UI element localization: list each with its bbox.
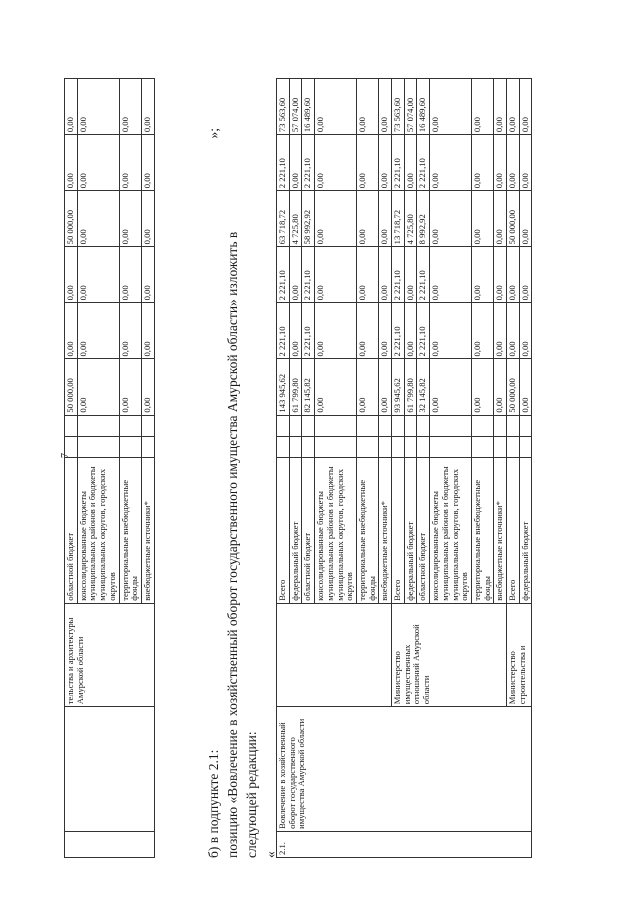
value-cell: 2 221,10 bbox=[277, 135, 290, 191]
table-cell bbox=[119, 436, 141, 457]
row-label: консолидированные бюджеты муниципальных районов и бюджеты муниципальных округов, городских округов bbox=[430, 457, 472, 603]
value-cell: 0,00 bbox=[471, 135, 493, 191]
value-cell: 58 992,92 bbox=[302, 191, 315, 247]
table-cell bbox=[277, 415, 290, 436]
value-cell: 0,00 bbox=[119, 135, 141, 191]
value-cell: 0,00 bbox=[65, 79, 78, 135]
table-cell bbox=[392, 415, 405, 436]
value-cell: 0,00 bbox=[119, 303, 141, 359]
value-cell: 0,00 bbox=[507, 135, 520, 191]
value-cell: 0,00 bbox=[77, 247, 119, 303]
table-cell bbox=[471, 436, 493, 457]
value-cell: 0,00 bbox=[315, 79, 357, 135]
row-label: внебюджетные источники* bbox=[494, 457, 507, 603]
value-cell: 0,00 bbox=[430, 135, 472, 191]
value-cell: 0,00 bbox=[494, 303, 507, 359]
value-cell: 0,00 bbox=[65, 247, 78, 303]
table-cell bbox=[404, 415, 417, 436]
table-cell bbox=[141, 415, 154, 436]
table-cell bbox=[494, 415, 507, 436]
value-cell: 0,00 bbox=[519, 303, 532, 359]
value-cell: 143 945,62 bbox=[277, 359, 290, 415]
value-cell: 50 000,00 bbox=[65, 191, 78, 247]
value-cell: 0,00 bbox=[430, 359, 472, 415]
value-cell: 0,00 bbox=[77, 359, 119, 415]
value-cell: 63 718,72 bbox=[277, 191, 290, 247]
value-cell: 0,00 bbox=[494, 79, 507, 135]
table-cell bbox=[315, 436, 357, 457]
org-cell: Министерство строительства и bbox=[507, 603, 532, 706]
value-cell: 0,00 bbox=[494, 191, 507, 247]
value-cell: 0,00 bbox=[77, 191, 119, 247]
value-cell: 0,00 bbox=[379, 303, 392, 359]
value-cell: 2 221,10 bbox=[277, 303, 290, 359]
table-cell bbox=[65, 707, 155, 832]
value-cell: 0,00 bbox=[315, 247, 357, 303]
table-cell bbox=[519, 436, 532, 457]
value-cell: 2 221,10 bbox=[417, 247, 430, 303]
value-cell: 16 489,60 bbox=[302, 79, 315, 135]
row-label: областной бюджет bbox=[302, 457, 315, 603]
top-table bbox=[64, 78, 155, 858]
value-cell: 0,00 bbox=[77, 79, 119, 135]
value-cell: 93 945,62 bbox=[392, 359, 405, 415]
table-cell bbox=[430, 415, 472, 436]
value-cell: 0,00 bbox=[430, 303, 472, 359]
value-cell: 2 221,10 bbox=[417, 303, 430, 359]
value-cell: 0,00 bbox=[404, 135, 417, 191]
table-cell bbox=[507, 436, 520, 457]
table-cell bbox=[471, 415, 493, 436]
value-cell: 0,00 bbox=[356, 79, 378, 135]
amendment-text bbox=[204, 98, 280, 858]
org-cell bbox=[277, 603, 392, 706]
value-cell: 0,00 bbox=[356, 191, 378, 247]
value-cell: 0,00 bbox=[379, 191, 392, 247]
table-cell bbox=[302, 415, 315, 436]
value-cell: 0,00 bbox=[471, 79, 493, 135]
value-cell: 73 563,60 bbox=[277, 79, 290, 135]
value-cell: 50 000,00 bbox=[507, 191, 520, 247]
value-cell: 73 563,60 bbox=[392, 79, 405, 135]
row-label: территориальные внебюджетные фонды bbox=[119, 457, 141, 603]
value-cell: 0,00 bbox=[507, 303, 520, 359]
table-cell bbox=[141, 436, 154, 457]
table-cell bbox=[417, 415, 430, 436]
value-cell: 0,00 bbox=[430, 247, 472, 303]
value-cell: 2 221,10 bbox=[392, 247, 405, 303]
table-cell bbox=[356, 436, 378, 457]
value-cell: 2 221,10 bbox=[417, 135, 430, 191]
value-cell: 2 221,10 bbox=[302, 303, 315, 359]
table-cell bbox=[392, 436, 405, 457]
value-cell: 0,00 bbox=[519, 359, 532, 415]
table-cell bbox=[356, 415, 378, 436]
row-label: федеральный бюджет bbox=[404, 457, 417, 603]
value-cell: 0,00 bbox=[379, 79, 392, 135]
table-cell bbox=[119, 415, 141, 436]
item-name: Вовлечение в хозяйственный оборот государственного имущества Амурской области bbox=[277, 707, 532, 832]
row-label: Всего bbox=[507, 457, 520, 603]
table-cell bbox=[379, 436, 392, 457]
row-label: федеральный бюджет bbox=[289, 457, 302, 603]
row-label: территориальные внебюджетные фонды bbox=[356, 457, 378, 603]
value-cell: 0,00 bbox=[471, 247, 493, 303]
value-cell: 50 000,00 bbox=[65, 359, 78, 415]
table-cell bbox=[65, 415, 78, 436]
value-cell: 0,00 bbox=[119, 359, 141, 415]
value-cell: 0,00 bbox=[404, 247, 417, 303]
value-cell: 0,00 bbox=[356, 135, 378, 191]
value-cell: 57 074,00 bbox=[289, 79, 302, 135]
value-cell: 2 221,10 bbox=[302, 135, 315, 191]
row-label: Всего bbox=[277, 457, 290, 603]
value-cell: 0,00 bbox=[471, 303, 493, 359]
item-number: 2.1. bbox=[277, 831, 532, 857]
table-cell bbox=[65, 831, 155, 857]
table-cell bbox=[302, 436, 315, 457]
value-cell: 2 221,10 bbox=[392, 303, 405, 359]
value-cell: 0,00 bbox=[141, 247, 154, 303]
value-cell: 0,00 bbox=[494, 359, 507, 415]
row-label: федеральный бюджет bbox=[519, 457, 532, 603]
table-cell bbox=[65, 436, 78, 457]
value-cell: 0,00 bbox=[356, 359, 378, 415]
value-cell: 16 489,60 bbox=[417, 79, 430, 135]
value-cell: 0,00 bbox=[379, 135, 392, 191]
value-cell: 0,00 bbox=[315, 135, 357, 191]
table-cell bbox=[277, 436, 290, 457]
row-label: Всего bbox=[392, 457, 405, 603]
value-cell: 0,00 bbox=[289, 135, 302, 191]
row-label: областной бюджет bbox=[417, 457, 430, 603]
row-label: территориальные внебюджетные фонды bbox=[471, 457, 493, 603]
table-cell bbox=[77, 415, 119, 436]
table-cell bbox=[379, 415, 392, 436]
table-cell bbox=[430, 436, 472, 457]
value-cell: 0,00 bbox=[65, 135, 78, 191]
value-cell: 13 718,72 bbox=[392, 191, 405, 247]
value-cell: 0,00 bbox=[141, 79, 154, 135]
value-cell: 4 725,80 bbox=[404, 191, 417, 247]
value-cell: 0,00 bbox=[289, 247, 302, 303]
row-label: консолидированные бюджеты муниципальных районов и бюджеты муниципальных округов, городских округов bbox=[77, 457, 119, 603]
value-cell: 2 221,10 bbox=[277, 247, 290, 303]
value-cell: 0,00 bbox=[119, 247, 141, 303]
table-cell bbox=[404, 436, 417, 457]
value-cell: 0,00 bbox=[141, 303, 154, 359]
value-cell: 8 992,92 bbox=[417, 191, 430, 247]
value-cell: 0,00 bbox=[289, 303, 302, 359]
value-cell: 0,00 bbox=[430, 191, 472, 247]
value-cell: 0,00 bbox=[404, 303, 417, 359]
value-cell: 0,00 bbox=[519, 135, 532, 191]
table-cell bbox=[494, 436, 507, 457]
text-line: позицию «Вовлечение в хозяйственный оборот государственного имущества Амурской области» изложить в bbox=[225, 231, 240, 858]
value-cell: 0,00 bbox=[315, 191, 357, 247]
value-cell: 0,00 bbox=[494, 135, 507, 191]
value-cell: 0,00 bbox=[430, 79, 472, 135]
table-cell bbox=[289, 436, 302, 457]
value-cell: 0,00 bbox=[141, 135, 154, 191]
row-label: внебюджетные источники* bbox=[379, 457, 392, 603]
table-cell bbox=[77, 436, 119, 457]
table-row bbox=[65, 79, 78, 858]
row-label: областной бюджет bbox=[65, 457, 78, 603]
value-cell: 0,00 bbox=[356, 247, 378, 303]
value-cell: 0,00 bbox=[141, 191, 154, 247]
value-cell: 0,00 bbox=[519, 79, 532, 135]
table-cell bbox=[519, 415, 532, 436]
org-cell: тельства и архитектуры Амурской области bbox=[65, 603, 155, 706]
value-cell: 2 221,10 bbox=[392, 135, 405, 191]
value-cell: 0,00 bbox=[315, 359, 357, 415]
value-cell: 0,00 bbox=[507, 79, 520, 135]
value-cell: 2 221,10 bbox=[302, 247, 315, 303]
row-label: консолидированные бюджеты муниципальных районов и бюджеты муниципальных округов, городских округов bbox=[315, 457, 357, 603]
page-number: 7 bbox=[60, 453, 71, 458]
value-cell: 0,00 bbox=[315, 303, 357, 359]
value-cell: 0,00 bbox=[356, 303, 378, 359]
value-cell: 0,00 bbox=[379, 247, 392, 303]
quote-close: »; bbox=[206, 128, 221, 139]
value-cell: 61 799,80 bbox=[289, 359, 302, 415]
value-cell: 82 145,82 bbox=[302, 359, 315, 415]
bottom-table bbox=[276, 78, 532, 858]
value-cell: 0,00 bbox=[507, 247, 520, 303]
table-cell bbox=[507, 415, 520, 436]
value-cell: 0,00 bbox=[519, 247, 532, 303]
value-cell: 0,00 bbox=[65, 303, 78, 359]
value-cell: 4 725,80 bbox=[289, 191, 302, 247]
org-cell: Министерство имущественных отношений Амурской области bbox=[392, 603, 507, 706]
value-cell: 0,00 bbox=[379, 359, 392, 415]
rotated-sheet bbox=[64, 0, 624, 858]
row-label: внебюджетные источники* bbox=[141, 457, 154, 603]
table-cell bbox=[289, 415, 302, 436]
value-cell: 0,00 bbox=[77, 135, 119, 191]
value-cell: 32 145,82 bbox=[417, 359, 430, 415]
value-cell: 50 000,00 bbox=[507, 359, 520, 415]
value-cell: 0,00 bbox=[494, 247, 507, 303]
value-cell: 0,00 bbox=[471, 191, 493, 247]
value-cell: 0,00 bbox=[77, 303, 119, 359]
table-cell bbox=[315, 415, 357, 436]
value-cell: 0,00 bbox=[141, 359, 154, 415]
table-row bbox=[277, 79, 290, 858]
value-cell: 0,00 bbox=[119, 191, 141, 247]
value-cell: 61 799,80 bbox=[404, 359, 417, 415]
quote-open: « bbox=[263, 851, 278, 858]
value-cell: 0,00 bbox=[471, 359, 493, 415]
value-cell: 0,00 bbox=[119, 79, 141, 135]
value-cell: 57 074,00 bbox=[404, 79, 417, 135]
value-cell: 0,00 bbox=[519, 191, 532, 247]
text-line: б) в подпункте 2.1: bbox=[206, 749, 221, 858]
text-line: следующей редакции: bbox=[244, 731, 259, 858]
table-cell bbox=[417, 436, 430, 457]
